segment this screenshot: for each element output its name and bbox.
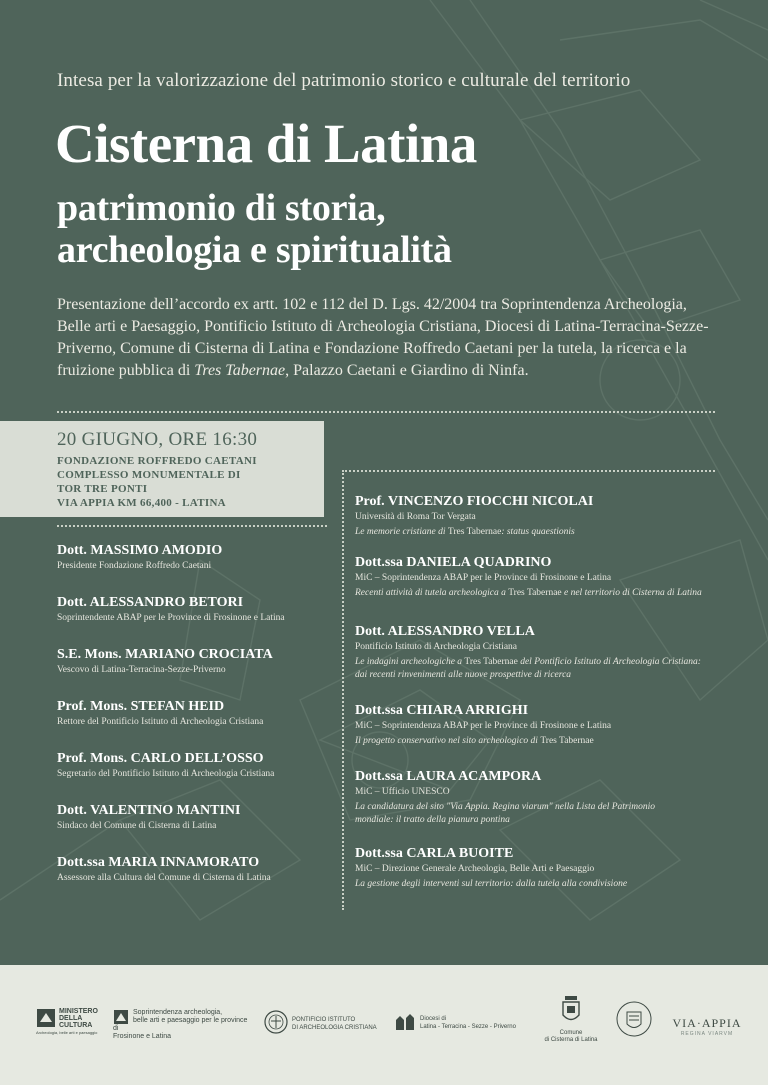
speaker-name: Dott. VALENTINO MANTINI — [57, 803, 241, 818]
intro-text-b: , Palazzo Caetani e Giardino di Ninfa. — [285, 362, 529, 379]
talk-title: Le indagini archeologiche a Tres Tabernae del Pontificio Istituto di Archeologia Cristiana: — [355, 657, 701, 667]
pontificio-seal-icon — [264, 1010, 288, 1034]
speaker-name: Prof. VINCENZO FIOCCHI NICOLAI — [355, 494, 594, 509]
talk-title: dai recenti rinvenimenti alle nuove prospettive di ricerca — [355, 670, 572, 680]
speaker-item — [355, 702, 735, 748]
sabap-line: Soprintendenza archeologia, — [133, 1009, 223, 1016]
speaker-item — [355, 623, 735, 682]
talk-title: Il progetto conservativo nel sito archeologico di Tres Tabernae — [355, 736, 594, 746]
venue-line: VIA APPIA KM 66,400 - LATINA — [57, 497, 226, 509]
speaker-role: Soprintendente ABAP per le Province di Frosinone e Latina — [57, 613, 285, 623]
speaker-role: Pontificio Istituto di Archeologia Cristiana — [355, 642, 518, 652]
speaker-role: Vescovo di Latina-Terracina-Sezze-Priverno — [57, 665, 226, 675]
speaker-name: Dott.ssa MARIA INNAMORATO — [57, 855, 260, 870]
talk-title: La gestione degli interventi sul territorio: dalla tutela alla condivisione — [355, 879, 628, 889]
logo-fondazione-caetani — [614, 995, 662, 1050]
sabap-line: Frosinone e Latina — [113, 1033, 171, 1040]
speaker-role: Università di Roma Tor Vergata — [355, 512, 476, 522]
logo-via-appia — [672, 1016, 742, 1037]
talk-title: Le memorie cristiane di Tres Tabernae: status quaestionis — [355, 527, 575, 537]
talk-title: Recenti attività di tutela archeologica a Tres Tabernae e nel territorio di Cisterna di Latina — [355, 588, 702, 598]
divider-right — [345, 470, 715, 472]
speaker-name: Dott. ALESSANDRO VELLA — [355, 624, 535, 639]
speaker-item — [57, 802, 327, 833]
logo-diocesi — [394, 1012, 534, 1032]
divider-top — [57, 411, 715, 413]
speaker-role: Assessore alla Cultura del Comune di Cisterna di Latina — [57, 873, 271, 883]
via-appia-title: VIA·APPIA — [672, 1016, 742, 1030]
talk-title: mondiale: il tratto della pianura pontina — [355, 815, 510, 825]
speaker-item — [355, 768, 735, 827]
logo-ministero-cultura — [36, 1008, 106, 1035]
intro-text-italic: Tres Tabernae — [194, 362, 286, 379]
header-subtitle: Intesa per la valorizzazione del patrimonio storico e culturale del territorio — [57, 70, 631, 91]
page-subtitle-line-1: patrimonio di storia, — [57, 187, 386, 229]
speaker-name: Dott.ssa LAURA ACAMPORA — [355, 769, 542, 784]
event-date: 20 GIUGNO, ORE 16:30 — [57, 429, 258, 450]
mic-small-text: Archeologia, belle arti e paesaggio — [36, 1030, 98, 1035]
page-subtitle — [57, 187, 452, 271]
speaker-role: Rettore del Pontificio Istituto di Archeologia Cristiana — [57, 717, 264, 727]
comune-line: di Cisterna di Latina — [544, 1037, 598, 1043]
mic-line: CULTURA — [59, 1022, 93, 1029]
logo-comune-cisterna — [538, 995, 604, 1044]
speaker-name: Dott. MASSIMO AMODIO — [57, 543, 223, 558]
talk-title: La candidatura del sito "Via Appia. Regina viarum" nella Lista del Patrimonio — [355, 802, 656, 812]
divider-left — [57, 525, 327, 527]
speaker-item — [355, 493, 735, 539]
speaker-name: S.E. Mons. MARIANO CROCIATA — [57, 647, 273, 662]
comune-line: Comune — [559, 1030, 583, 1036]
venue-line: TOR TRE PONTI — [57, 483, 148, 495]
sabap-line: belle arti e paesaggio per le province di — [113, 1017, 248, 1032]
diocesi-line: Latina - Terracina - Sezze - Priverno — [420, 1024, 516, 1030]
comune-crest-icon — [561, 995, 581, 1025]
fondazione-caetani-seal-icon — [614, 995, 654, 1045]
speaker-item — [57, 698, 327, 729]
intro-paragraph — [57, 294, 719, 382]
speaker-item — [57, 542, 327, 573]
page-subtitle-line-2: archeologia e spiritualità — [57, 229, 452, 271]
speaker-name: Prof. Mons. CARLO DELL’OSSO — [57, 751, 264, 766]
diocesi-emblem-icon — [394, 1012, 416, 1032]
intro-text-a: Presentazione dell’accordo ex artt. 102 e 112 del D. Lgs. 42/2004 tra Soprintendenza Archeologia, Belle arti e Paesaggio, Pontificio Istituto di Archeologia Cristiana, Diocesi di Latina-Terracina-Sezze-Priverno, Comune di Cisterna di Latina e Fondazione Roffredo Caetani per la tutela, la ricerca e la fruizione pubblica di — [57, 296, 709, 379]
event-box — [0, 421, 324, 517]
speaker-role: Sindaco del Comune di Cisterna di Latina — [57, 821, 217, 831]
speaker-item — [57, 854, 327, 885]
mic-line: DELLA — [59, 1015, 83, 1022]
speaker-role: Segretario del Pontificio Istituto di Archeologia Cristiana — [57, 769, 275, 779]
logo-footer — [0, 965, 768, 1085]
speaker-name: Dott.ssa CARLA BUOITE — [355, 846, 514, 861]
speaker-item — [57, 750, 327, 781]
page-title: Cisterna di Latina — [55, 113, 477, 174]
speaker-role: MiC – Soprintendenza ABAP per le Province di Frosinone e Latina — [355, 721, 612, 731]
greetings-list — [57, 542, 327, 906]
divider-vertical — [342, 470, 344, 910]
speaker-item — [355, 554, 735, 600]
speaker-role: Presidente Fondazione Roffredo Caetani — [57, 561, 212, 571]
via-appia-subtitle: REGINA VIARVM — [680, 1031, 734, 1037]
soprintendenza-emblem-icon — [113, 1009, 129, 1025]
speaker-role: MiC – Soprintendenza ABAP per le Province di Frosinone e Latina — [355, 573, 612, 583]
speaker-role: MiC – Ufficio UNESCO — [355, 787, 450, 797]
venue-line: COMPLESSO MONUMENTALE DI — [57, 469, 241, 481]
speaker-item — [57, 594, 327, 625]
speaker-name: Dott. ALESSANDRO BETORI — [57, 595, 244, 610]
logo-pontificio-istituto — [264, 1010, 384, 1034]
speaker-name: Dott.ssa DANIELA QUADRINO — [355, 555, 552, 570]
speaker-item — [57, 646, 327, 677]
venue-line: FONDAZIONE ROFFREDO CAETANI — [57, 455, 257, 467]
diocesi-line: Diocesi di — [420, 1016, 447, 1022]
logo-soprintendenza — [113, 1009, 253, 1041]
piac-line: DI ARCHEOLOGIA CRISTIANA — [292, 1025, 377, 1031]
speaker-name: Prof. Mons. STEFAN HEID — [57, 699, 225, 714]
mic-line: MINISTERO — [59, 1008, 98, 1015]
speaker-item — [355, 845, 735, 891]
speaker-role: MiC – Direzione Generale Archeologia, Belle Arti e Paesaggio — [355, 864, 595, 874]
ministry-emblem-icon — [36, 1008, 56, 1028]
piac-line: PONTIFICIO ISTITUTO — [292, 1017, 356, 1023]
speaker-name: Dott.ssa CHIARA ARRIGHI — [355, 703, 529, 718]
